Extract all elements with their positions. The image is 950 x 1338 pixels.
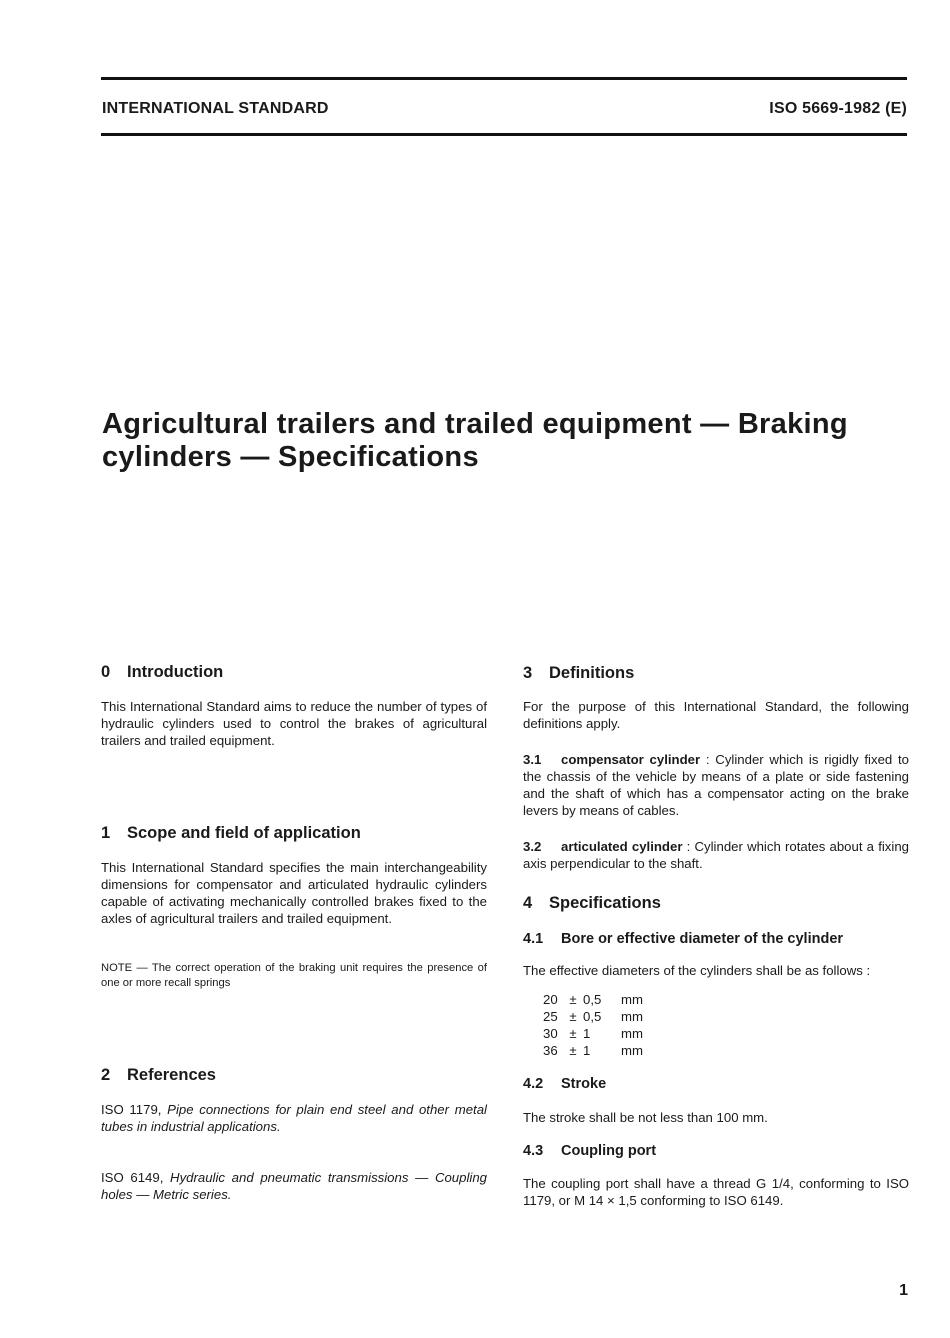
scope-text: This International Standard specifies the main interchangeability dimensions for compensator and articulated hydraulic cylinders capable of activating mechanically controlled brakes fixed to the axles of agricultural trailers and trailed equipment.	[101, 860, 487, 926]
diameter-row	[543, 991, 643, 1008]
definition-3-2	[523, 838, 909, 872]
diameter-value: 20	[543, 992, 558, 1007]
unit: mm	[621, 1026, 643, 1041]
diameter-row	[543, 1042, 643, 1059]
section-title: References	[127, 1066, 216, 1084]
section-0-heading	[101, 663, 223, 682]
clause-number: 4.3	[523, 1143, 544, 1159]
clause-number: 3.2	[523, 839, 542, 854]
subsection-4-1-heading	[523, 931, 843, 947]
diameter-value: 30	[543, 1026, 558, 1041]
page-number: 1	[899, 1282, 908, 1299]
tolerance-value: 0,5	[583, 1009, 602, 1024]
diameter-value: 25	[543, 1009, 558, 1024]
stroke-text: The stroke shall be not less than 100 mm.	[523, 1110, 768, 1125]
document-type-label: INTERNATIONAL STANDARD	[102, 100, 329, 117]
clause-number: 4.1	[523, 931, 544, 947]
definition-text: : Cylinder which is rigidly fixed to the chassis of the vehicle by means of a plate or side fastening and the shaft of which has a compensator acting on the brake levers by means of cables.	[523, 752, 909, 818]
reference-title: Hydraulic and pneumatic transmissions — Coupling holes — Metric series.	[101, 1170, 487, 1202]
plus-minus: ±	[569, 1043, 577, 1058]
plus-minus: ±	[569, 1026, 577, 1041]
bore-text: The effective diameters of the cylinders shall be as follows :	[523, 963, 871, 978]
header-top-rule	[101, 77, 907, 80]
diameter-row	[543, 1025, 643, 1042]
unit: mm	[621, 1043, 643, 1058]
defined-term: compensator cylinder	[561, 752, 701, 767]
section-title: Introduction	[127, 663, 224, 681]
reference-title: Pipe connections for plain end steel and other metal tubes in industrial applications.	[101, 1102, 487, 1134]
subsection-title: Stroke	[561, 1076, 607, 1092]
section-number: 4	[523, 894, 533, 912]
subsection-title: Coupling port	[561, 1143, 657, 1159]
diameter-row	[543, 1008, 643, 1025]
clause-number: 3.1	[523, 752, 542, 767]
subsection-4-2-heading	[523, 1076, 606, 1092]
tolerance-value: 1	[583, 1043, 591, 1058]
diameter-list	[543, 991, 643, 1059]
reference-code: ISO 6149,	[101, 1170, 171, 1185]
clause-number: 4.2	[523, 1076, 544, 1092]
defined-term: articulated cylinder	[561, 839, 683, 854]
section-3-heading	[523, 664, 634, 683]
section-title: Definitions	[549, 664, 635, 682]
reference-code: ISO 1179,	[101, 1102, 168, 1117]
definition-3-1	[523, 751, 909, 819]
standard-number: ISO 5669-1982 (E)	[769, 100, 907, 117]
section-2-heading	[101, 1066, 216, 1085]
section-number: 0	[101, 663, 111, 681]
diameter-value: 36	[543, 1043, 558, 1058]
section-number: 2	[101, 1066, 111, 1084]
reference-iso-1179	[101, 1101, 487, 1135]
introduction-text: This International Standard aims to reduce the number of types of hydraulic cylinders used to control the brakes of agricultural trailers and trailed equipment.	[101, 699, 487, 748]
unit: mm	[621, 992, 643, 1007]
coupling-port-text: The coupling port shall have a thread G 1/4, conforming to ISO 1179, or M 14 × 1,5 conforming to ISO 6149.	[523, 1176, 909, 1208]
tolerance-value: 0,5	[583, 992, 602, 1007]
unit: mm	[621, 1009, 643, 1024]
section-4-heading	[523, 894, 661, 913]
subsection-title: Bore or effective diameter of the cylinder	[561, 931, 844, 947]
plus-minus: ±	[569, 992, 577, 1007]
subsection-4-3-heading	[523, 1143, 656, 1159]
plus-minus: ±	[569, 1009, 577, 1024]
section-1-heading	[101, 824, 361, 843]
header-bottom-rule	[101, 133, 907, 136]
section-number: 1	[101, 824, 111, 842]
scope-note: NOTE — The correct operation of the braking unit requires the presence of one or more recall springs	[101, 962, 487, 989]
definition-text: : Cylinder which rotates about a fixing axis perpendicular to the shaft.	[523, 839, 909, 871]
definitions-intro: For the purpose of this International Standard, the following definitions apply.	[523, 699, 909, 731]
section-title: Specifications	[549, 894, 661, 912]
document-title: Agricultural trailers and trailed equipment — Braking cylinders — Specifications	[102, 408, 848, 473]
reference-iso-6149	[101, 1169, 487, 1203]
tolerance-value: 1	[583, 1026, 591, 1041]
section-title: Scope and field of application	[127, 824, 361, 842]
section-number: 3	[523, 664, 533, 682]
